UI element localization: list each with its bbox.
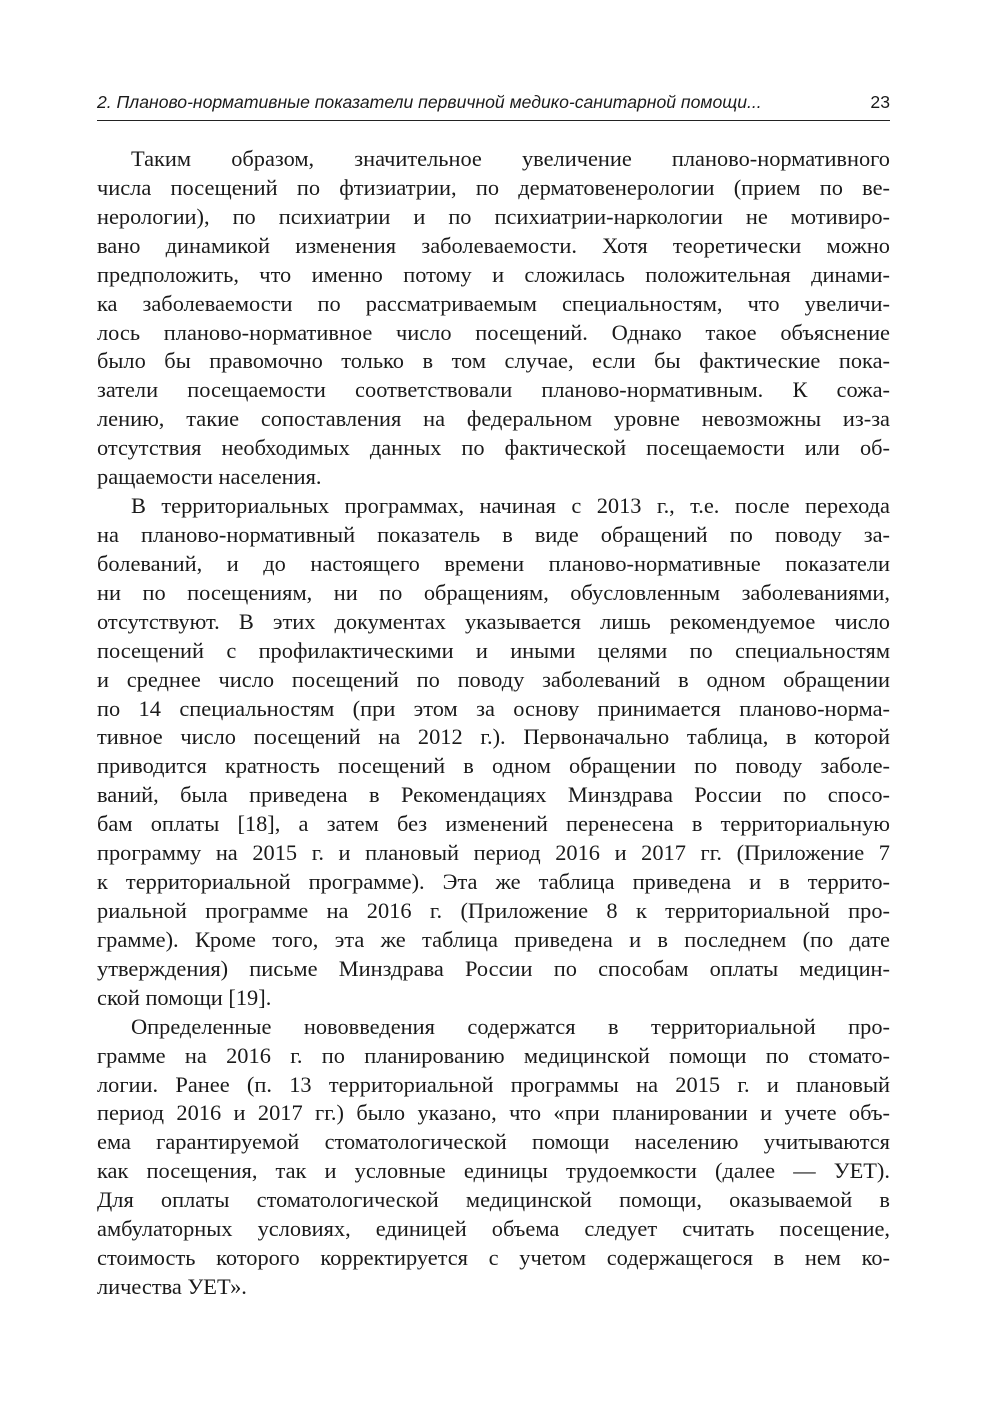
text-line: грамме на 2016 г. по планированию медицинской помощи по стомато-	[97, 1042, 890, 1068]
text-line: на планово-нормативный показатель в виде обращений по поводу за-	[97, 521, 890, 547]
text-line: числа посещений по фтизиатрии, по дерматовенерологии (прием по ве-	[97, 174, 890, 200]
text-line: отсутствия необходимых данных по фактической посещаемости или об-	[97, 435, 890, 461]
text-line: бам оплаты [18], а затем без изменений перенесена в территориальную	[97, 811, 890, 837]
text-line: тивное число посещений на 2012 г.). Первоначально таблица, в которой	[97, 724, 890, 750]
text-line: вано динамикой изменения заболеваемости. Хотя теоретически можно	[97, 232, 890, 258]
text-line: личества УЕТ».	[97, 1273, 247, 1299]
text-line: ема гарантируемой стоматологической помощи населению учитываются	[97, 1129, 890, 1155]
running-title: 2. Планово-нормативные показатели первичной медико-санитарной помощи...	[97, 92, 762, 112]
running-header	[97, 88, 890, 121]
text-line: ваний, была приведена в Рекомендациях Минздрава России по спосо-	[97, 782, 890, 808]
text-line: программу на 2015 г. и плановый период 2016 и 2017 гг. (Приложение 7	[97, 840, 890, 866]
text-line: Таким образом, значительное увеличение планово-нормативного	[131, 146, 890, 171]
paragraph	[97, 145, 890, 492]
text-line: утверждения) письме Минздрава России по способам оплаты медицин-	[97, 955, 890, 981]
text-line: В территориальных программах, начиная с 2013 г., т.е. после перехода	[131, 493, 890, 519]
body-text	[97, 145, 890, 1302]
text-line: лось планово-нормативное число посещений. Однако такое объяснение	[97, 319, 890, 345]
text-line: было бы правомочно только в том случае, если бы фактические пока-	[97, 348, 890, 374]
text-line: риальной программе на 2016 г. (Приложение 8 к территориальной про-	[97, 897, 890, 923]
text-line: стоимость которого корректируется с учетом содержащегося в нем ко-	[97, 1245, 890, 1271]
text-line: по 14 специальностям (при этом за основу принимается планово-норма-	[97, 695, 890, 721]
text-line: ской помощи [19].	[97, 984, 272, 1010]
text-line: к территориальной программе). Эта же таблица приведена и в террито-	[97, 869, 890, 895]
paragraph	[97, 492, 890, 1013]
text-line: ни по посещениям, ни по обращениям, обусловленным заболеваниями,	[97, 579, 890, 605]
text-line: Для оплаты стоматологической медицинской помощи, оказываемой в	[97, 1187, 890, 1213]
text-line: грамме). Кроме того, эта же таблица приведена и в последнем (по дате	[97, 926, 890, 952]
text-line: приводится кратность посещений в одном обращении по поводу заболе-	[97, 753, 890, 779]
page-number: 23	[870, 92, 890, 112]
text-line: лению, такие сопоставления на федеральном уровне невозможны из-за	[97, 406, 890, 432]
text-line: ка заболеваемости по рассматриваемым специальностям, что увеличи-	[97, 290, 890, 316]
text-line: и среднее число посещений по поводу заболеваний в одном обращении	[97, 666, 890, 692]
text-line: отсутствуют. В этих документах указывается лишь рекомендуемое число	[97, 608, 890, 634]
text-line: болеваний, и до настоящего времени планово-нормативные показатели	[97, 550, 890, 576]
paragraph	[97, 1013, 890, 1302]
text-line: предположить, что именно потому и сложилась положительная динами-	[97, 261, 890, 287]
text-line: логии. Ранее (п. 13 территориальной программы на 2015 г. и плановый	[97, 1071, 890, 1097]
text-line: амбулаторных условиях, единицей объема следует считать посещение,	[97, 1216, 890, 1242]
text-line: нерологии), по психиатрии и по психиатрии-наркологии не мотивиро-	[97, 203, 890, 229]
text-line: затели посещаемости соответствовали планово-нормативным. К сожа-	[97, 377, 890, 403]
text-line: как посещения, так и условные единицы трудоемкости (далее — УЕТ).	[97, 1158, 890, 1184]
text-line: посещений с профилактическими и иными целями по специальностям	[97, 637, 890, 663]
text-line: ращаемости населения.	[97, 464, 322, 490]
text-line: Определенные нововведения содержатся в территориальной про-	[131, 1013, 890, 1039]
text-line: период 2016 и 2017 гг.) было указано, что «при планировании и учете объ-	[97, 1100, 890, 1126]
